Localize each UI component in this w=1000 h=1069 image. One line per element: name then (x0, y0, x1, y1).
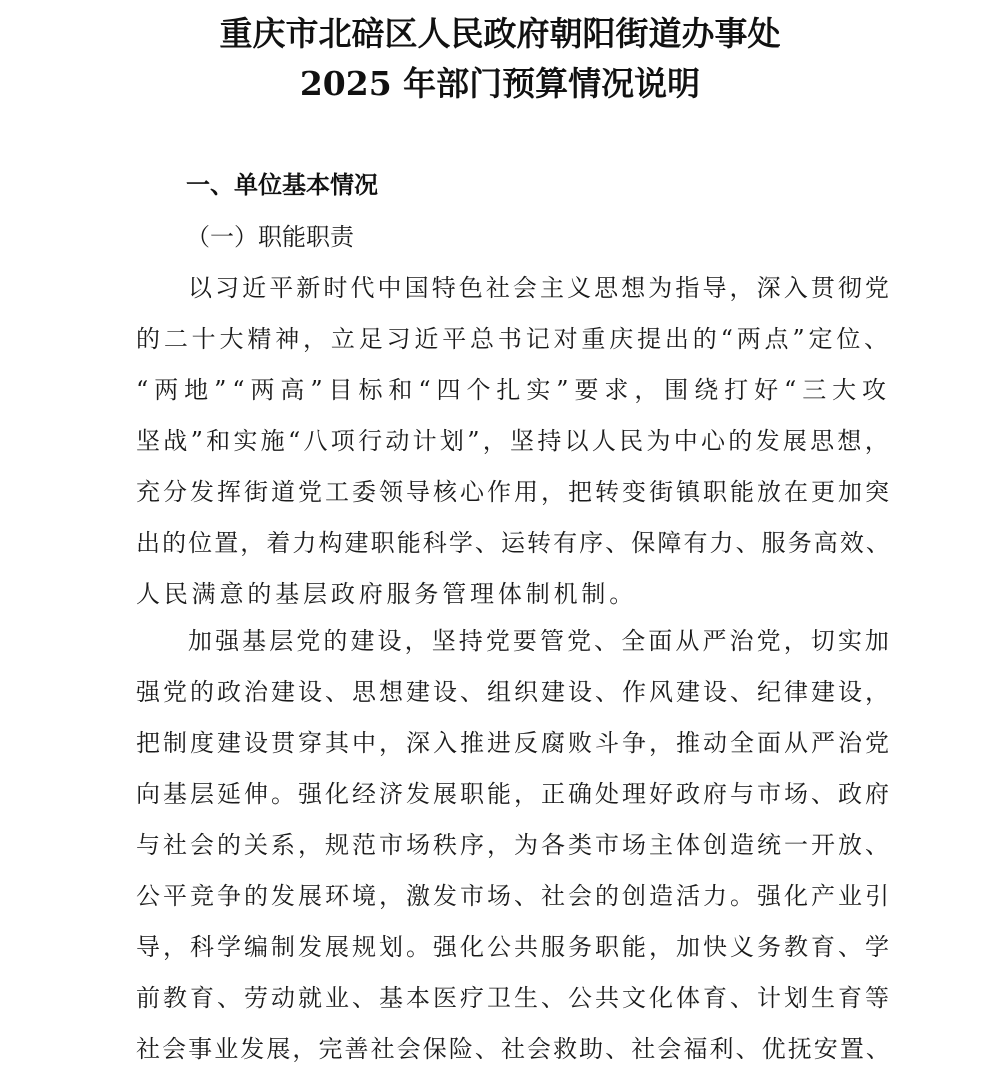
paragraph-line: 强党的政治建设、思想建设、组织建设、作风建设、纪律建设， (136, 678, 892, 706)
paragraph-line: 出的位置，着力构建职能科学、运转有序、保障有力、服务高效、 (136, 529, 892, 557)
paragraph-line: 把制度建设贯穿其中，深入推进反腐败斗争，推动全面从严治党 (136, 729, 892, 757)
paragraph-line: 公平竞争的发展环境，激发市场、社会的创造活力。强化产业引 (136, 882, 892, 910)
paragraph-line: 前教育、劳动就业、基本医疗卫生、公共文化体育、计划生育等 (136, 984, 892, 1012)
paragraph-line: 社会事业发展，完善社会保险、社会救助、社会福利、优抚安置、 (136, 1035, 892, 1063)
paragraph-line: 坚战”和实施“八项行动计划”，坚持以人民为中心的发展思想， (136, 427, 892, 455)
paragraph-line: 加强基层党的建设，坚持党要管党、全面从严治党，切实加 (188, 627, 892, 655)
section-heading: 一、单位基本情况 (186, 171, 378, 199)
paragraph-line: 与社会的关系，规范市场秩序，为各类市场主体创造统一开放、 (136, 831, 892, 859)
paragraph-line: 充分发挥街道党工委领导核心作用，把转变街镇职能放在更加突 (136, 478, 892, 506)
subsection-heading: （一）职能职责 (186, 223, 354, 251)
paragraph-line: 人民满意的基层政府服务管理体制机制。 (136, 580, 638, 608)
document-title-line-2: 2025 年部门预算情况说明 (299, 64, 701, 103)
paragraph-line: 导，科学编制发展规划。强化公共服务职能，加快义务教育、学 (136, 933, 892, 961)
paragraph-line: 的二十大精神，立足习近平总书记对重庆提出的“两点”定位、 (136, 325, 892, 353)
document-title-line-1: 重庆市北碚区人民政府朝阳街道办事处 (219, 14, 781, 53)
paragraph-line: 向基层延伸。强化经济发展职能，正确处理好政府与市场、政府 (136, 780, 892, 808)
paragraph-line: “两地”“两高”目标和“四个扎实”要求，围绕打好“三大攻 (136, 376, 892, 404)
paragraph-line: 以习近平新时代中国特色社会主义思想为指导，深入贯彻党 (188, 274, 892, 302)
